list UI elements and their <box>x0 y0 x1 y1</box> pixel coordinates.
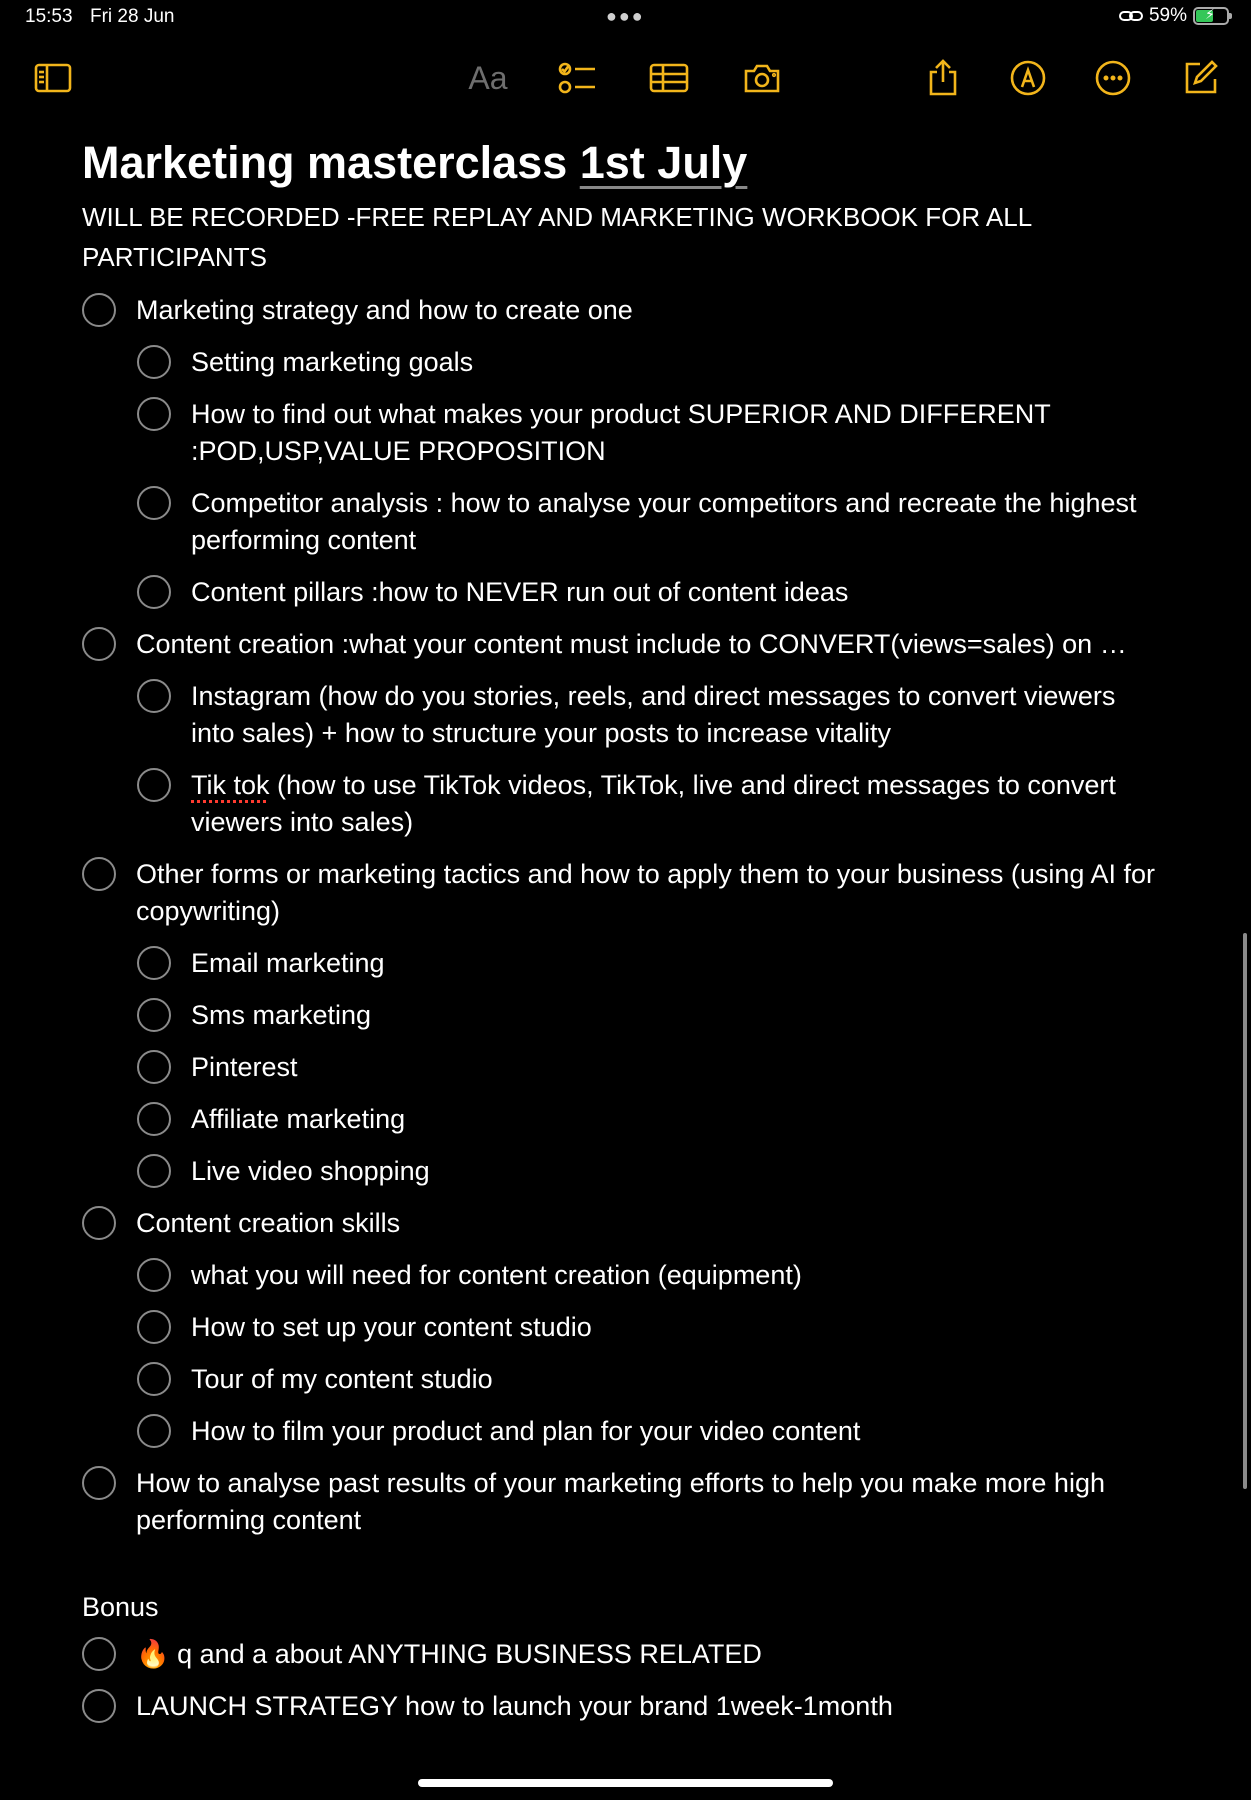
status-time: 15:53 <box>25 6 73 27</box>
checklist-item-text: Marketing strategy and how to create one <box>136 295 633 325</box>
checklist-item <box>82 856 1162 930</box>
checklist-item <box>137 1049 1162 1086</box>
checklist-item-text: Competitor analysis : how to analyse your competitors and recreate the highest performing content <box>191 488 1137 555</box>
battery-percent: 59% <box>1148 5 1187 26</box>
checkbox[interactable] <box>82 1637 116 1671</box>
sidebar-toggle-icon[interactable] <box>31 56 75 100</box>
checklist-icon[interactable] <box>556 56 600 100</box>
checkbox[interactable] <box>82 627 116 661</box>
format-text-button[interactable]: Aa <box>468 59 508 96</box>
note-body[interactable] <box>82 137 1182 1725</box>
link-icon <box>1119 8 1143 24</box>
checklist-item-text: Tour of my content studio <box>191 1364 493 1394</box>
checklist-item <box>137 1101 1162 1138</box>
share-icon[interactable] <box>921 56 965 100</box>
checklist-item-text: Content creation skills <box>136 1208 401 1238</box>
checkbox[interactable] <box>137 1154 171 1188</box>
bonus-heading: Bonus <box>82 1592 159 1622</box>
checklist-item <box>137 1361 1162 1398</box>
battery-icon <box>1193 7 1229 25</box>
status-date: Fri 28 Jun <box>90 6 175 27</box>
title-date-link[interactable]: 1st July <box>579 137 748 188</box>
checkbox[interactable] <box>137 679 171 713</box>
checklist-item <box>137 344 1162 381</box>
checklist-item-rest: (how to use TikTok videos, TikTok, live and direct messages to convert viewers into sales) <box>191 770 1116 837</box>
checklist-item <box>137 767 1162 841</box>
checklist-item <box>82 292 1162 329</box>
checkbox[interactable] <box>137 1050 171 1084</box>
title-text: Marketing masterclass <box>82 137 580 188</box>
checklist-item <box>82 1636 1162 1673</box>
checkbox[interactable] <box>137 768 171 802</box>
checklist-item <box>82 1688 1162 1725</box>
checkbox[interactable] <box>137 397 171 431</box>
home-indicator[interactable] <box>418 1779 833 1787</box>
checkbox[interactable] <box>137 1102 171 1136</box>
checklist-item-text: Other forms or marketing tactics and how to apply them to your business (using AI for copywriting) <box>136 859 1155 926</box>
checklist-item-text: Setting marketing goals <box>191 347 474 377</box>
checklist-item <box>82 1205 1162 1242</box>
checklist-item <box>137 997 1162 1034</box>
checkbox[interactable] <box>137 1310 171 1344</box>
checklist-item <box>137 1309 1162 1346</box>
checkbox[interactable] <box>82 1206 116 1240</box>
checkbox[interactable] <box>137 575 171 609</box>
checkbox[interactable] <box>137 486 171 520</box>
checklist-item <box>137 396 1162 470</box>
checklist-item <box>82 626 1162 663</box>
note-title <box>82 137 1182 188</box>
multitasking-dots-icon[interactable]: ●●● <box>606 6 645 26</box>
status-right <box>1119 5 1229 27</box>
checkbox[interactable] <box>82 1689 116 1723</box>
table-icon[interactable] <box>647 56 691 100</box>
compose-icon[interactable] <box>1178 56 1222 100</box>
checklist-item <box>137 485 1162 559</box>
battery-nub <box>1229 13 1232 19</box>
checklist-item <box>137 574 1162 611</box>
checklist-item-text: How to find out what makes your product SUPERIOR AND DIFFERENT :POD,USP,VALUE PROPOSITION <box>191 399 1051 466</box>
checklist-item <box>137 1413 1162 1450</box>
checkbox[interactable] <box>82 293 116 327</box>
toolbar <box>0 48 1251 104</box>
checklist-item-text: How to film your product and plan for your video content <box>191 1416 861 1446</box>
scrollbar[interactable] <box>1243 933 1247 1489</box>
checklist-item <box>137 945 1162 982</box>
checkbox[interactable] <box>137 345 171 379</box>
checkbox[interactable] <box>82 857 116 891</box>
checklist-item-text: Content pillars :how to NEVER run out of content ideas <box>191 577 849 607</box>
more-options-icon[interactable] <box>1091 56 1135 100</box>
checklist-item-text: Pinterest <box>191 1052 298 1082</box>
checklist-item <box>137 678 1162 752</box>
checklist-item-text: 🔥 q and a about ANYTHING BUSINESS RELATED <box>136 1639 762 1669</box>
checklist-item <box>82 1465 1162 1539</box>
checklist-item <box>137 1257 1162 1294</box>
checklist-item <box>137 1153 1162 1190</box>
checklist-item-text <box>191 767 1162 841</box>
checklist-item-text: Instagram (how do you stories, reels, and direct messages to convert viewers into sales) + how to structure your posts to increase vitality <box>191 681 1116 748</box>
status-bar <box>0 0 1251 36</box>
checkbox[interactable] <box>137 998 171 1032</box>
markup-icon[interactable] <box>1006 56 1050 100</box>
checkbox[interactable] <box>82 1466 116 1500</box>
checklist-item-text: what you will need for content creation (equipment) <box>191 1260 802 1290</box>
checklist-item-text: How to set up your content studio <box>191 1312 592 1342</box>
checklist-item-text: LAUNCH STRATEGY how to launch your brand 1week-1month <box>136 1691 893 1721</box>
checklist-item-text: Content creation :what your content must include to CONVERT(views=sales) on … <box>136 629 1127 659</box>
checkbox[interactable] <box>137 1362 171 1396</box>
spellcheck-word[interactable]: Tik tok <box>191 770 270 800</box>
checklist-item-text: Sms marketing <box>191 1000 372 1030</box>
checklist-item-text: Affiliate marketing <box>191 1104 406 1134</box>
checkbox[interactable] <box>137 946 171 980</box>
checkbox[interactable] <box>137 1414 171 1448</box>
checklist-item-text: How to analyse past results of your marketing efforts to help you make more high performing content <box>136 1468 1105 1535</box>
camera-icon[interactable] <box>740 56 784 100</box>
note-subtitle: WILL BE RECORDED -FREE REPLAY AND MARKETING WORKBOOK FOR ALL PARTICIPANTS <box>82 202 1032 272</box>
checklist-item-text: Email marketing <box>191 948 385 978</box>
checklist-item-text: Live video shopping <box>191 1156 430 1186</box>
charging-bolt-icon: ⚡ <box>1205 6 1215 22</box>
checkbox[interactable] <box>137 1258 171 1292</box>
